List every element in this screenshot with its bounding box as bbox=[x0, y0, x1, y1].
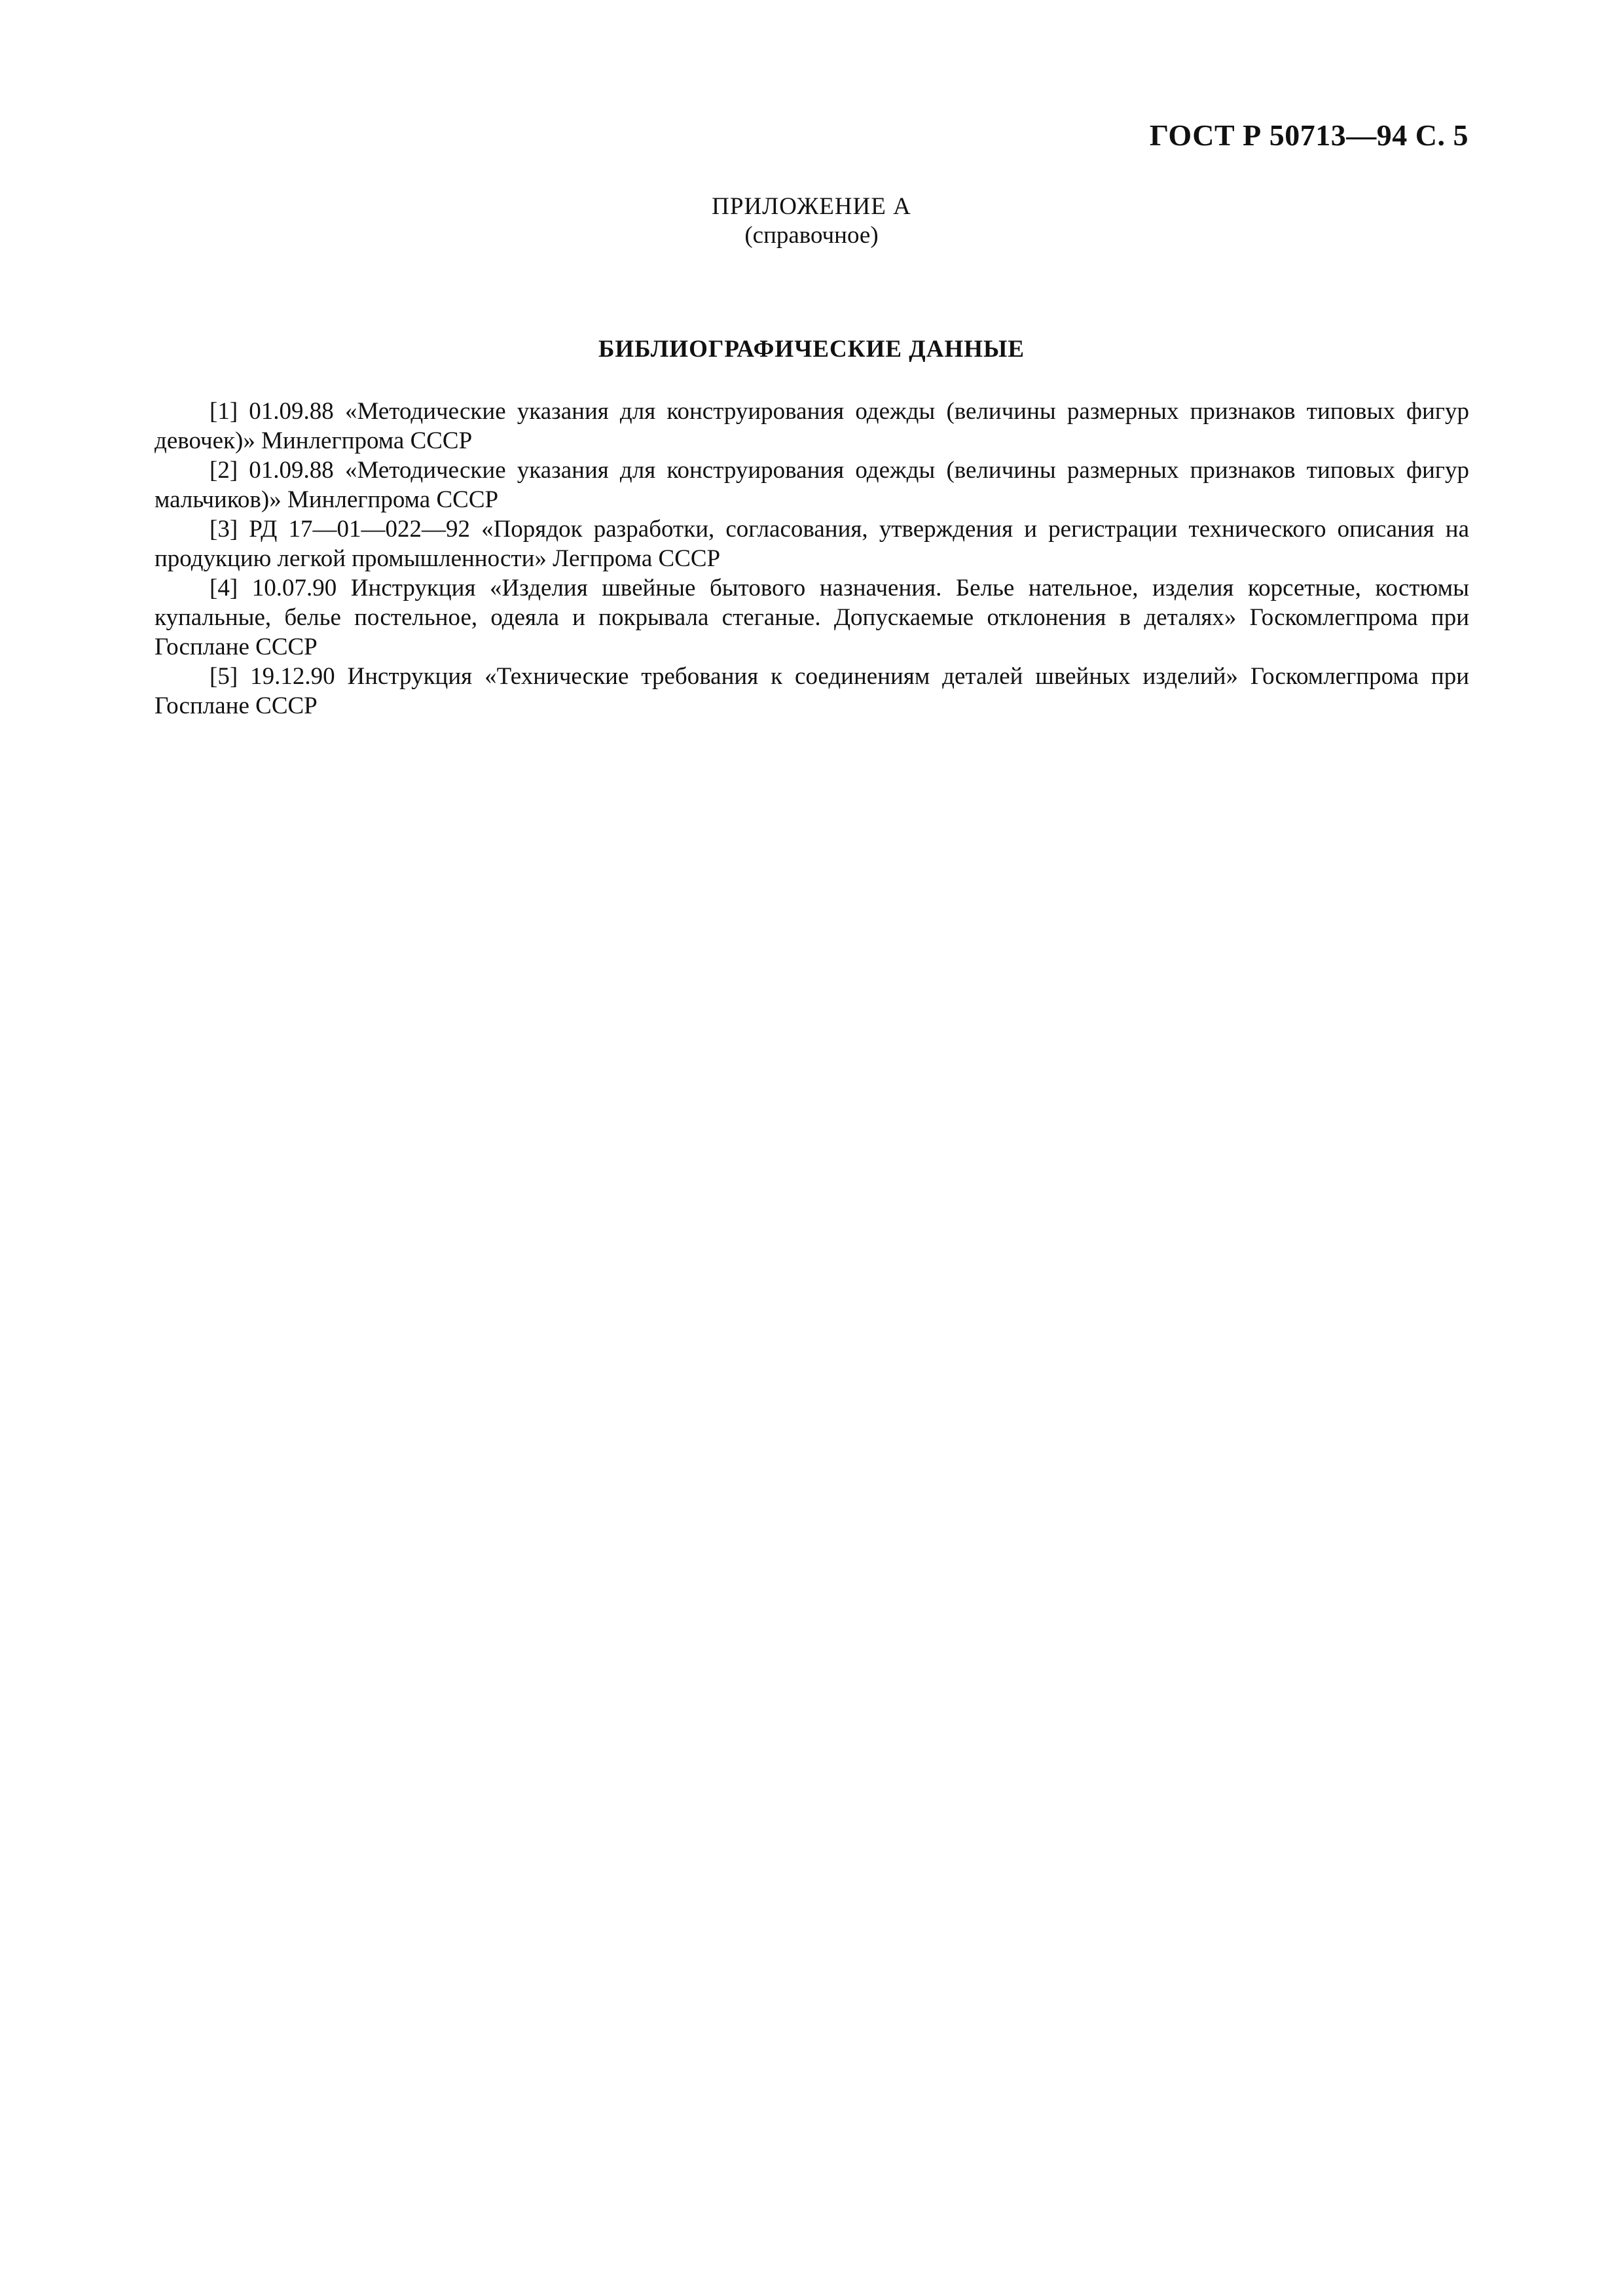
reference-item: [1] 01.09.88 «Методические указания для конструирования одежды (величины размерных признаков типовых фигур девочек)» Минлегпрома СССР bbox=[155, 398, 1469, 454]
reference-item: [4] 10.07.90 Инструкция «Изделия швейные бытового назначения. Белье нательное, изделия корсетные, костюмы купальные, белье постельное, одеяла и покрывала стеганые. Допускаемые отклонения в деталях» Госкомлегпрома при Госплане СССР bbox=[155, 575, 1469, 660]
appendix-subtitle: (справочное) bbox=[744, 222, 879, 249]
page-header-doc-code: ГОСТ Р 50713—94 С. 5 bbox=[1149, 118, 1468, 152]
appendix-heading bbox=[0, 192, 1623, 250]
section-title: БИБЛИОГРАФИЧЕСКИЕ ДАННЫЕ bbox=[598, 336, 1025, 363]
reference-list bbox=[155, 397, 1469, 721]
reference-item: [3] РД 17—01—022—92 «Порядок разработки, согласования, утверждения и регистрации технического описания на продукцию легкой промышленности» Легпрома СССР bbox=[155, 516, 1469, 572]
appendix-title: ПРИЛОЖЕНИЕ А bbox=[712, 193, 911, 220]
reference-item: [5] 19.12.90 Инструкция «Технические требования к соединениям деталей швейных изделий» Госкомлегпрома при Госплане СССР bbox=[155, 663, 1469, 719]
reference-item: [2] 01.09.88 «Методические указания для конструирования одежды (величины размерных признаков типовых фигур мальчиков)» Минлегпрома СССР bbox=[155, 457, 1469, 513]
